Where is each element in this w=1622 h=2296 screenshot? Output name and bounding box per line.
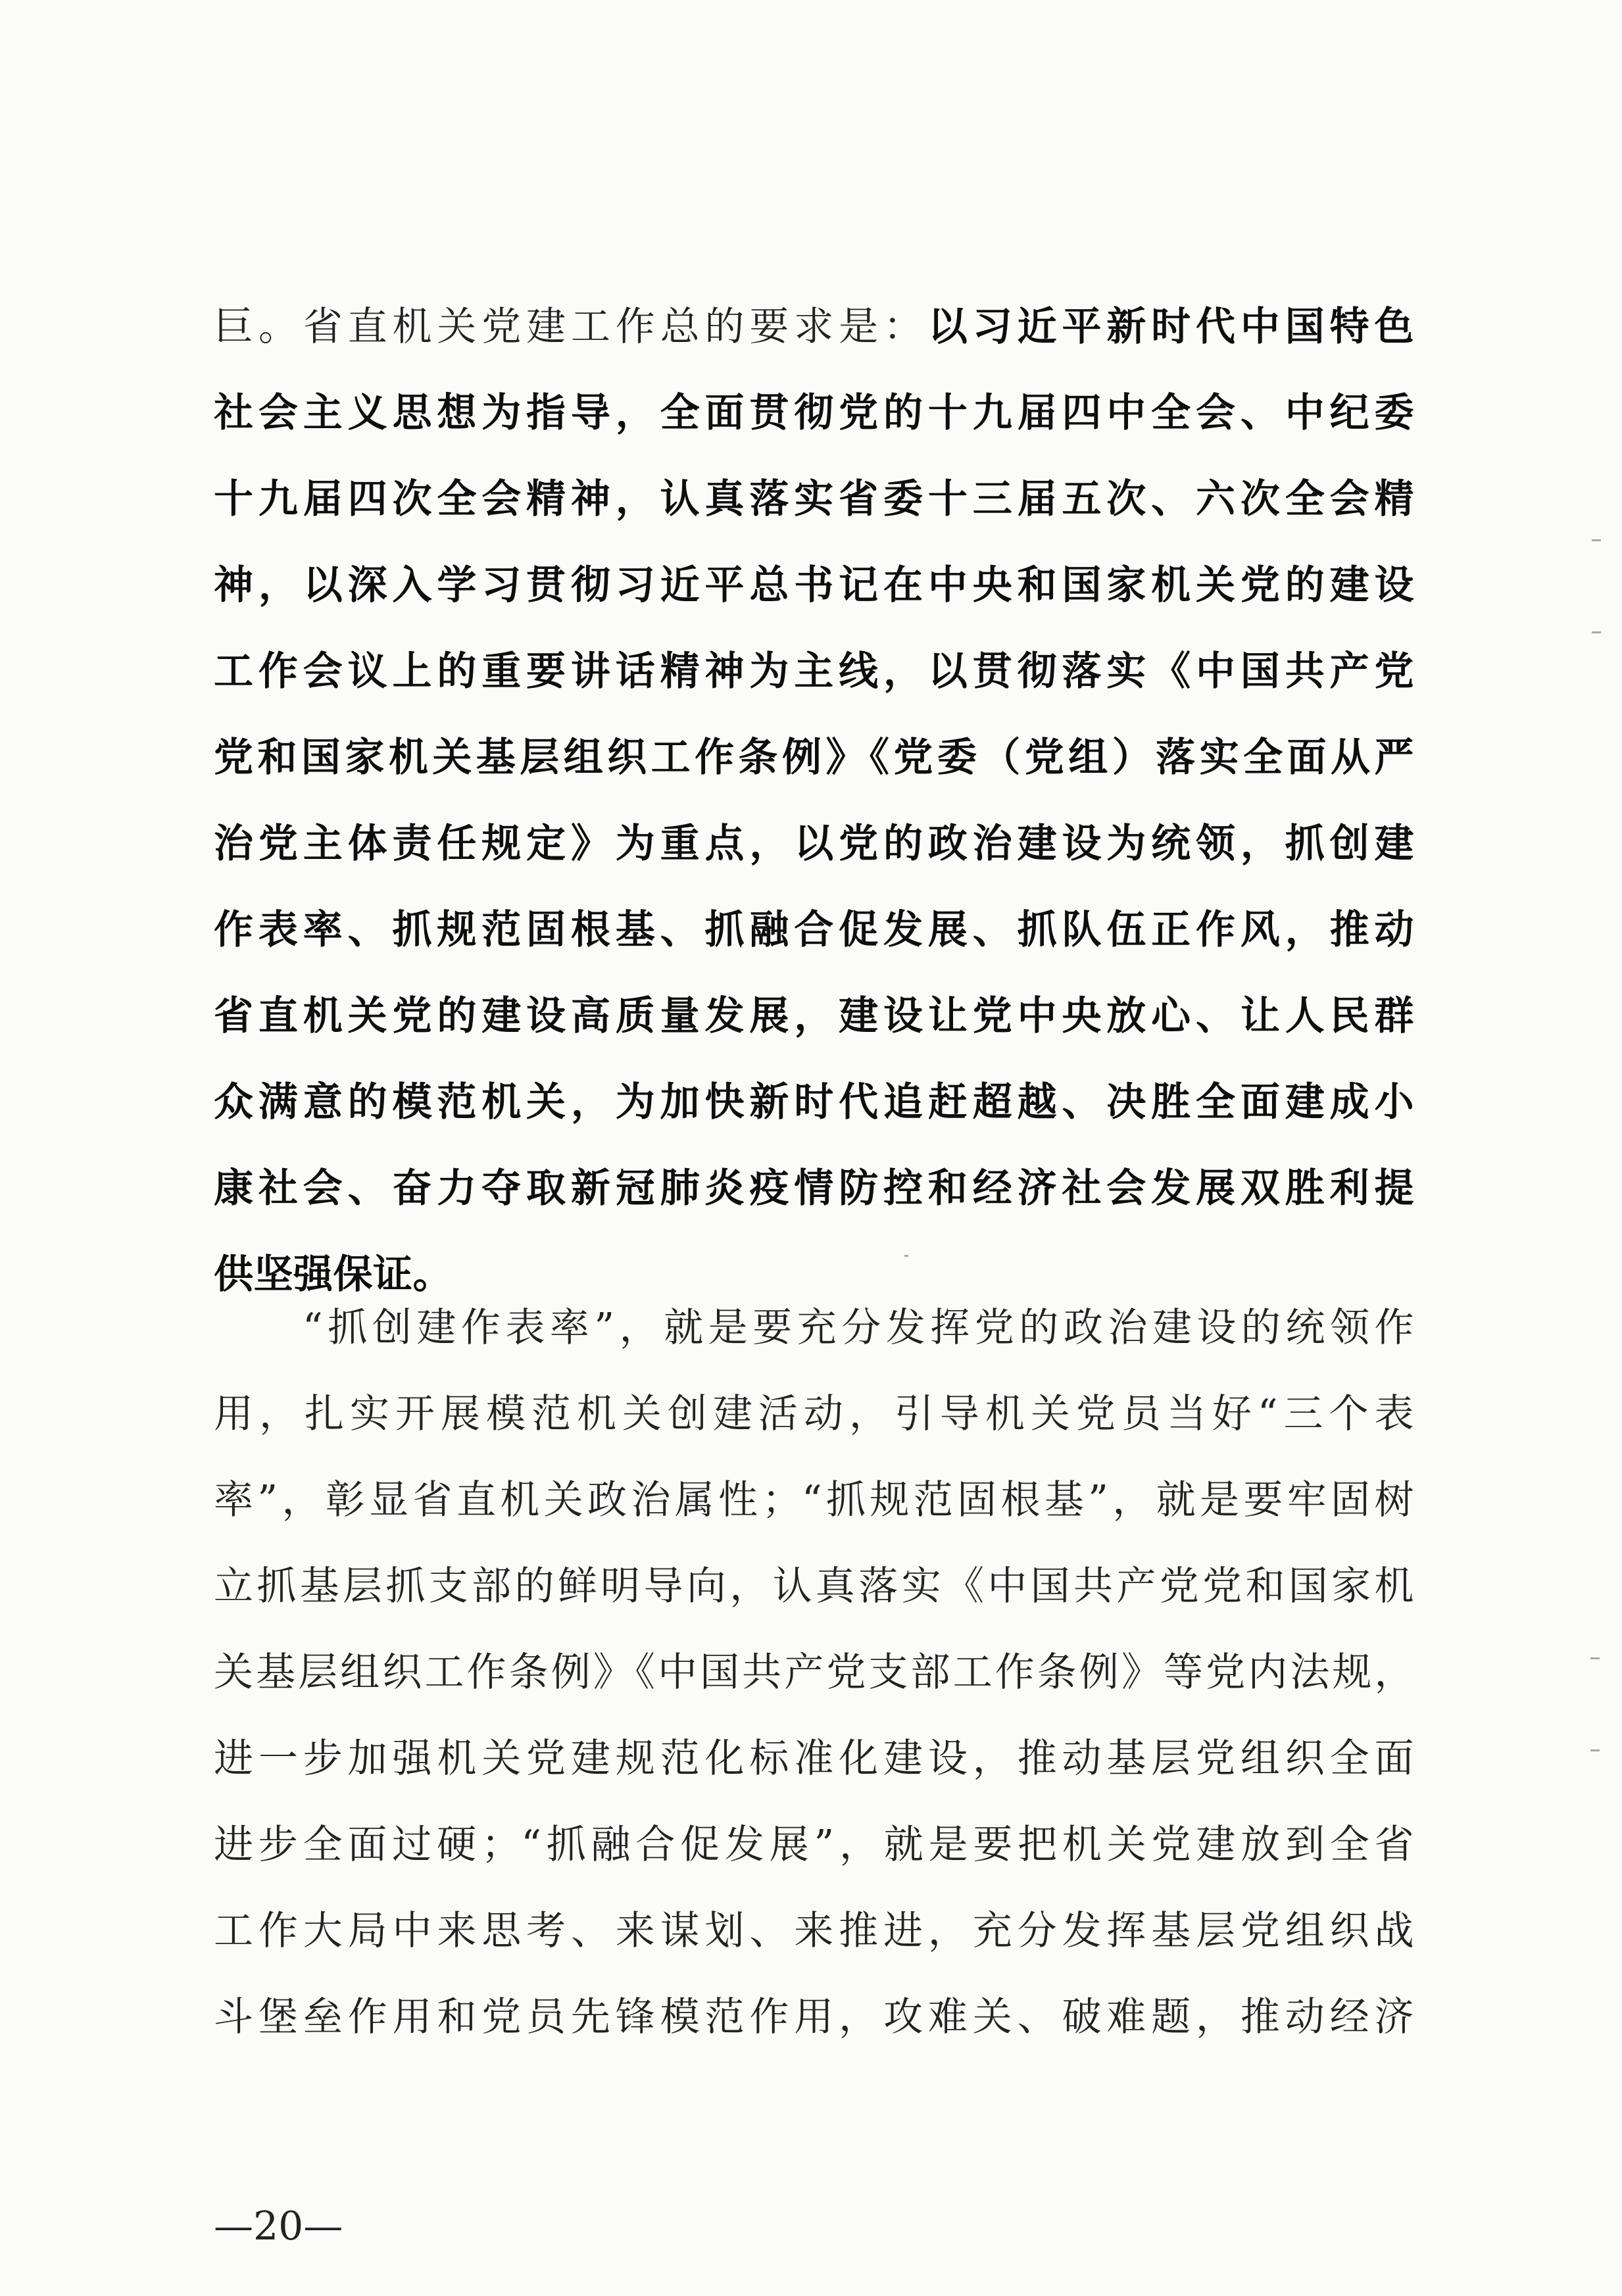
text-line [214, 284, 1414, 370]
text-run: 巨。省直机关党建工作总的要求是： [214, 304, 928, 350]
text-line: 神，以深入学习贯彻习近平总书记在中央和国家机关党的建设 [214, 562, 1414, 608]
text-line: 率”，彰显省直机关政治属性；“抓规范固根基”，就是要牢固树 [214, 1477, 1414, 1523]
text-line: 进步全面过硬；“抓融合促发展”，就是要把机关党建放到全省 [214, 1822, 1414, 1868]
text-line: “抓创建作表率”，就是要充分发挥党的政治建设的统领作 [214, 1305, 1414, 1351]
text-line: 关基层组织工作条例》《中国共产党支部工作条例》等党内法规， [214, 1649, 1414, 1696]
text-run-bold: 以习近平新时代中国特色 [927, 304, 1415, 350]
page-number: —20— [214, 2203, 343, 2249]
text-line: 十九届四次全会精神，认真落实省委十三届五次、六次全会精 [214, 476, 1414, 522]
scan-mark [1590, 1749, 1600, 1751]
text-line: 立抓基层抓支部的鲜明导向，认真落实《中国共产党党和国家机 [214, 1563, 1414, 1609]
text-line: 省直机关党的建设高质量发展，建设让党中央放心、让人民群 [214, 993, 1414, 1039]
paragraph-requirements [214, 284, 1414, 1318]
text-line: 工作会议上的重要讲话精神为主线，以贯彻落实《中国共产党 [214, 648, 1414, 695]
paragraph-explanations [214, 1285, 1414, 2061]
scan-mark [1592, 631, 1601, 633]
text-line: 康社会、奋力夺取新冠肺炎疫情防控和经济社会发展双胜利提 [214, 1165, 1414, 1211]
scan-mark [904, 1255, 908, 1257]
text-line: 工作大局中来思考、来谋划、来推进，充分发挥基层党组织战 [214, 1908, 1414, 1954]
scan-mark [1592, 539, 1601, 541]
text-line: 社会主义思想为指导，全面贯彻党的十九届四中全会、中纪委 [214, 390, 1414, 436]
text-line: 众满意的模范机关，为加快新时代追赶超越、决胜全面建成小 [214, 1079, 1414, 1125]
text-line: 供坚强保证。 [214, 1252, 453, 1298]
text-line: 用，扎实开展模范机关创建活动，引导机关党员当好“三个表 [214, 1391, 1414, 1437]
text-line: 党和国家机关基层组织工作条例》《党委（党组）落实全面从严 [214, 735, 1414, 781]
text-line: 治党主体责任规定》为重点，以党的政治建设为统领，抓创建 [214, 821, 1414, 867]
text-line: 进一步加强机关党建规范化标准化建设，推动基层党组织全面 [214, 1736, 1414, 1782]
text-line: 斗堡垒作用和党员先锋模范作用，攻难关、破难题，推动经济 [214, 1994, 1414, 2040]
scan-mark [1590, 1657, 1600, 1659]
text-line: 作表率、抓规范固根基、抓融合促发展、抓队伍正作风，推动 [214, 907, 1414, 953]
